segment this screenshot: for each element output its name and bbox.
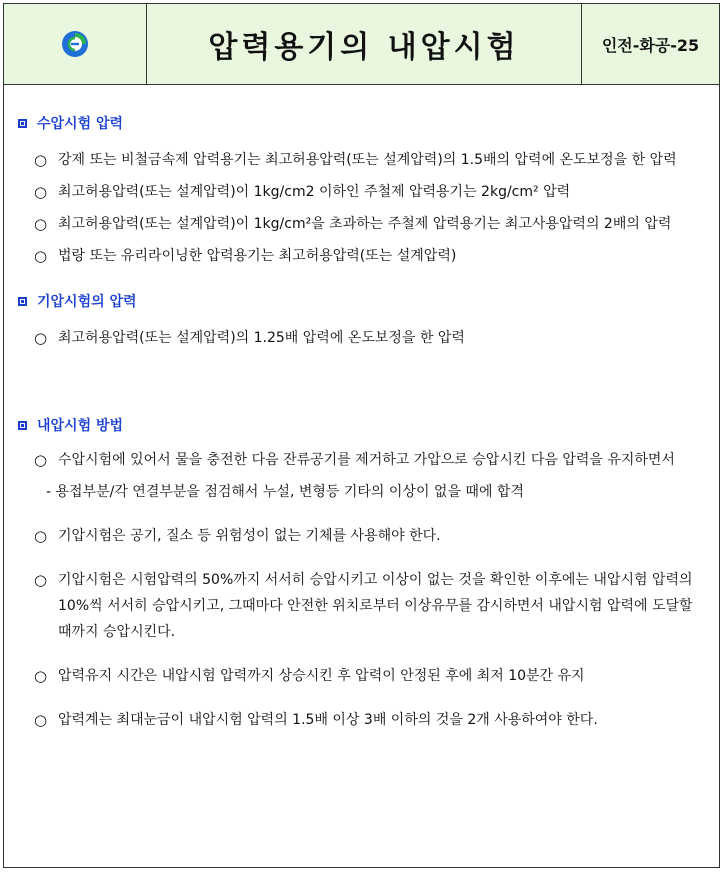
title-cell: [147, 4, 582, 84]
list-item-text: 최고허용압력(또는 설계압력)의 1.25배 압력에 온도보정을 한 압력: [58, 330, 465, 346]
section-heading-text: 수압시험 압력: [37, 116, 124, 132]
circle-bullet-icon: ○: [34, 183, 48, 201]
list-item: [34, 523, 701, 549]
list-item: [34, 325, 701, 351]
section-heading-text: 내압시험 방법: [37, 418, 124, 434]
list-item-text: 수압시험에 있어서 물을 충전한 다음 잔류공기를 제거하고 가압으로 승압시킨 다음 압력을 유지하면서: [58, 452, 675, 468]
section-heading: [18, 291, 701, 311]
square-bullet-icon: [18, 119, 27, 128]
list-item: [34, 211, 701, 237]
content: [4, 113, 719, 733]
document-page: [3, 3, 720, 868]
section-heading-text: 기압시험의 압력: [37, 294, 137, 310]
list-item: [34, 243, 701, 269]
list-item: [34, 147, 701, 173]
sub-list-item: - 용접부분/각 연결부분을 점검해서 누설, 변형등 기타의 이상이 없을 때에 합격: [46, 484, 524, 500]
circle-bullet-icon: ○: [34, 667, 48, 685]
agency-logo-icon: [60, 29, 90, 59]
list-item-text: 기압시험은 공기, 질소 등 위험성이 없는 기체를 사용해야 한다.: [58, 528, 441, 544]
circle-bullet-icon: ○: [34, 527, 48, 545]
code-cell: [582, 4, 719, 84]
list-item-text: 최고허용압력(또는 설계압력)이 1kg/cm²을 초과하는 주철제 압력용기는 최고사용압력의 2배의 압력: [58, 216, 672, 232]
page-title: 압력용기의 내압시험: [208, 30, 520, 65]
section-heading: [18, 113, 701, 133]
logo-cell: [4, 4, 147, 84]
header-table: [4, 4, 719, 85]
list-item-text: 최고허용압력(또는 설계압력)이 1kg/cm2 이하인 주철제 압력용기는 2kg/cm² 압력: [58, 184, 571, 200]
list-item-text: 압력계는 최대눈금이 내압시험 압력의 1.5배 이상 3배 이하의 것을 2개 사용하여야 한다.: [58, 712, 598, 728]
square-bullet-icon: [18, 297, 27, 306]
circle-bullet-icon: ○: [34, 215, 48, 233]
circle-bullet-icon: ○: [34, 571, 48, 589]
section-heading: [18, 415, 701, 435]
square-bullet-icon: [18, 421, 27, 430]
list-item: [34, 179, 701, 205]
list-item-text: 압력유지 시간은 내압시험 압력까지 상승시킨 후 압력이 안정된 후에 최저 10분간 유지: [58, 668, 585, 684]
list-item-text: 기압시험은 시험압력의 50%까지 서서히 승압시키고 이상이 없는 것을 확인한 이후에는 내압시험 압력의 10%씩 서서히 승압시키고, 그때마다 안전한 위치로부터 이상유무를 감시하면서 내압시험 압력에 도달할 때까지 승압시킨다.: [58, 572, 693, 640]
list-item: [34, 567, 701, 645]
list-item-text: 강제 또는 비철금속제 압력용기는 최고허용압력(또는 설계압력)의 1.5배의 압력에 온도보정을 한 압력: [58, 152, 677, 168]
document-code: 인전-화공-25: [601, 35, 700, 55]
list-item: [34, 663, 701, 689]
list-item-text: 법랑 또는 유리라이닝한 압력용기는 최고허용압력(또는 설계압력): [58, 248, 457, 264]
circle-bullet-icon: ○: [34, 329, 48, 347]
circle-bullet-icon: ○: [34, 451, 48, 469]
circle-bullet-icon: ○: [34, 711, 48, 729]
circle-bullet-icon: ○: [34, 151, 48, 169]
list-item: [34, 707, 701, 733]
circle-bullet-icon: ○: [34, 247, 48, 265]
list-item: [34, 447, 701, 473]
